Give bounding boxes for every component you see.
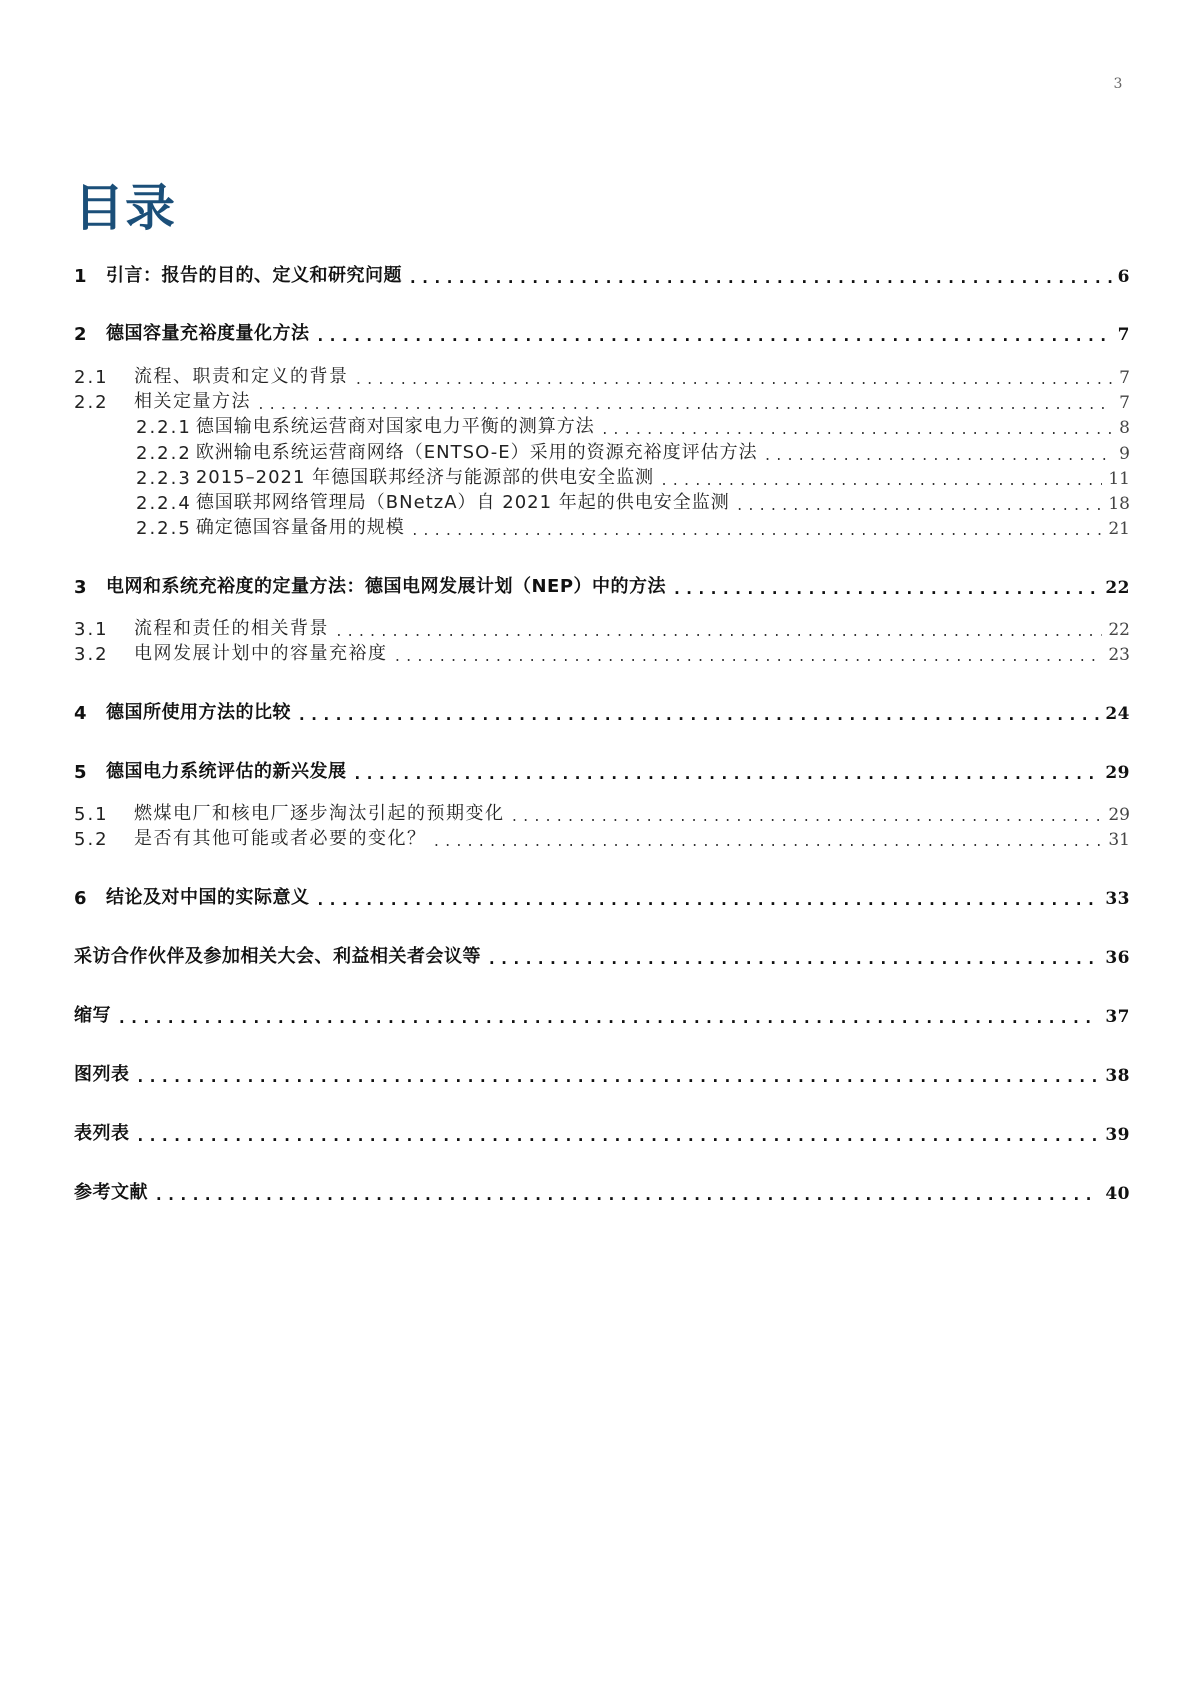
- toc-dot-leader: [672, 579, 1099, 598]
- toc-entry-5-1[interactable]: [74, 797, 1130, 825]
- toc-dot-leader: [154, 1185, 1099, 1204]
- toc-entry-title: 采访合作伙伴及参加相关大会、利益相关者会议等: [74, 946, 481, 967]
- toc-entry-page: 24: [1105, 704, 1130, 724]
- toc-entry-page: 36: [1105, 948, 1130, 968]
- toc-entry-page: 11: [1108, 469, 1130, 489]
- toc-entry-title: 德国联邦网络管理局（BNetzA）自 2021 年起的供电安全监测: [195, 492, 730, 513]
- toc-entry-number: 1: [74, 266, 88, 287]
- toc-entry-3-1[interactable]: [74, 612, 1130, 640]
- toc-entry-number: 3: [74, 577, 88, 598]
- toc-dot-leader: [411, 524, 1103, 539]
- toc-dot-leader: [353, 764, 1100, 783]
- toc-entry-number: 2.2.2: [136, 443, 192, 464]
- toc-dot-leader: [408, 268, 1112, 287]
- toc-entry-page: 37: [1105, 1007, 1130, 1027]
- toc-entry-number: 5: [74, 762, 88, 783]
- toc-entry-2-2-1[interactable]: [136, 410, 1130, 438]
- toc-entry-title: 相关定量方法: [134, 391, 251, 412]
- toc-entry-title: 电网发展计划中的容量充裕度: [134, 643, 388, 664]
- toc-entry-page: 7: [1119, 368, 1130, 388]
- toc-entry-references[interactable]: [74, 1176, 1130, 1204]
- toc-entry-2-2[interactable]: [74, 385, 1130, 413]
- toc-entry-page: 38: [1105, 1066, 1130, 1086]
- toc-entry-title: 德国容量充裕度量化方法: [106, 323, 310, 344]
- toc-entry-page: 29: [1105, 763, 1130, 783]
- toc-entry-number: 6: [74, 888, 88, 909]
- toc-entry-title: 是否有其他可能或者必要的变化？: [134, 828, 427, 849]
- toc-entry-abbreviations[interactable]: [74, 999, 1130, 1027]
- toc-entry-title: 德国输电系统运营商对国家电力平衡的测算方法: [195, 416, 595, 437]
- toc-entry-title: 确定德国容量备用的规模: [195, 517, 405, 538]
- toc-entry-interviews[interactable]: [74, 940, 1130, 968]
- toc-entry-2-2-3[interactable]: [136, 461, 1130, 489]
- toc-entry-title: 引言：报告的目的、定义和研究问题: [106, 265, 402, 286]
- toc-entry-6[interactable]: [74, 881, 1130, 909]
- toc-dot-leader: [433, 835, 1103, 850]
- toc-entry-page: 33: [1105, 889, 1130, 909]
- toc-entry-title: 2015–2021 年德国联邦经济与能源部的供电安全监测: [195, 467, 655, 488]
- toc-entry-page: 31: [1108, 830, 1130, 850]
- toc-entry-page: 40: [1105, 1184, 1130, 1204]
- toc-entry-title: 燃煤电厂和核电厂逐步淘汰引起的预期变化: [134, 803, 505, 824]
- toc-entry-2-1[interactable]: [74, 360, 1130, 388]
- toc-entry-5[interactable]: [74, 755, 1130, 783]
- toc-entry-page: 23: [1108, 645, 1130, 665]
- toc-entry-number: 3.2: [74, 644, 109, 665]
- toc-entry-3-2[interactable]: [74, 637, 1130, 665]
- toc-dot-leader: [297, 705, 1099, 724]
- toc-dot-leader: [117, 1008, 1099, 1027]
- toc-entry-title: 德国电力系统评估的新兴发展: [106, 761, 347, 782]
- toc-entry-page: 7: [1117, 325, 1130, 345]
- toc-entry-3[interactable]: [74, 570, 1130, 598]
- toc-entry-page: 8: [1119, 418, 1130, 438]
- toc-entry-page: 39: [1105, 1125, 1130, 1145]
- toc-heading: 目录: [74, 179, 176, 237]
- page-number: 3: [1113, 76, 1123, 92]
- toc-entry-list-of-figures[interactable]: [74, 1058, 1130, 1086]
- toc-entry-title: 结论及对中国的实际意义: [106, 887, 310, 908]
- toc-dot-leader: [394, 650, 1103, 665]
- toc-entry-number: 5.1: [74, 804, 109, 825]
- toc-dot-leader: [136, 1067, 1100, 1086]
- toc-entry-number: 5.2: [74, 829, 109, 850]
- toc-dot-leader: [136, 1126, 1100, 1145]
- toc-entry-title: 德国所使用方法的比较: [106, 702, 291, 723]
- toc-entry-list-of-tables[interactable]: [74, 1117, 1130, 1145]
- toc-entry-page: 18: [1108, 494, 1130, 514]
- toc-entry-page: 29: [1108, 805, 1130, 825]
- toc-entry-2[interactable]: [74, 317, 1130, 345]
- toc-entry-2-2-5[interactable]: [136, 511, 1130, 539]
- toc-entry-number: 2.2.5: [136, 518, 192, 539]
- toc-entry-4[interactable]: [74, 696, 1130, 724]
- toc-entry-title: 电网和系统充裕度的定量方法：德国电网发展计划（NEP）中的方法: [106, 576, 667, 597]
- toc-entry-title: 图列表: [74, 1064, 130, 1085]
- toc-entry-title: 缩写: [74, 1005, 111, 1026]
- toc-dot-leader: [487, 949, 1099, 968]
- toc-entry-number: 3.1: [74, 619, 109, 640]
- toc-entry-2-2-4[interactable]: [136, 486, 1130, 514]
- toc-entry-title: 欧洲输电系统运营商网络（ENTSO-E）采用的资源充裕度评估方法: [195, 442, 758, 463]
- toc-entry-number: 2.2.1: [136, 417, 192, 438]
- toc-dot-leader: [316, 890, 1100, 909]
- toc-entry-number: 2.2.4: [136, 493, 192, 514]
- toc-entry-page: 7: [1119, 393, 1130, 413]
- toc-entry-page: 21: [1108, 519, 1130, 539]
- toc-entry-page: 22: [1108, 620, 1130, 640]
- toc-entry-page: 6: [1117, 267, 1130, 287]
- toc-entry-title: 参考文献: [74, 1182, 148, 1203]
- toc-entry-title: 流程、职责和定义的背景: [134, 366, 349, 387]
- toc-entry-2-2-2[interactable]: [136, 436, 1130, 464]
- toc-entry-number: 4: [74, 703, 88, 724]
- toc-entry-title: 表列表: [74, 1123, 130, 1144]
- toc-entry-number: 2: [74, 324, 88, 345]
- toc-entry-title: 流程和责任的相关背景: [134, 618, 329, 639]
- toc-entry-page: 22: [1105, 578, 1130, 598]
- toc-dot-leader: [316, 326, 1112, 345]
- toc-entry-1[interactable]: [74, 259, 1130, 287]
- toc-entry-5-2[interactable]: [74, 822, 1130, 850]
- toc-entry-number: 2.1: [74, 367, 109, 388]
- toc-entry-number: 2.2.3: [136, 468, 192, 489]
- toc-entry-page: 9: [1119, 444, 1130, 464]
- toc-entry-number: 2.2: [74, 392, 109, 413]
